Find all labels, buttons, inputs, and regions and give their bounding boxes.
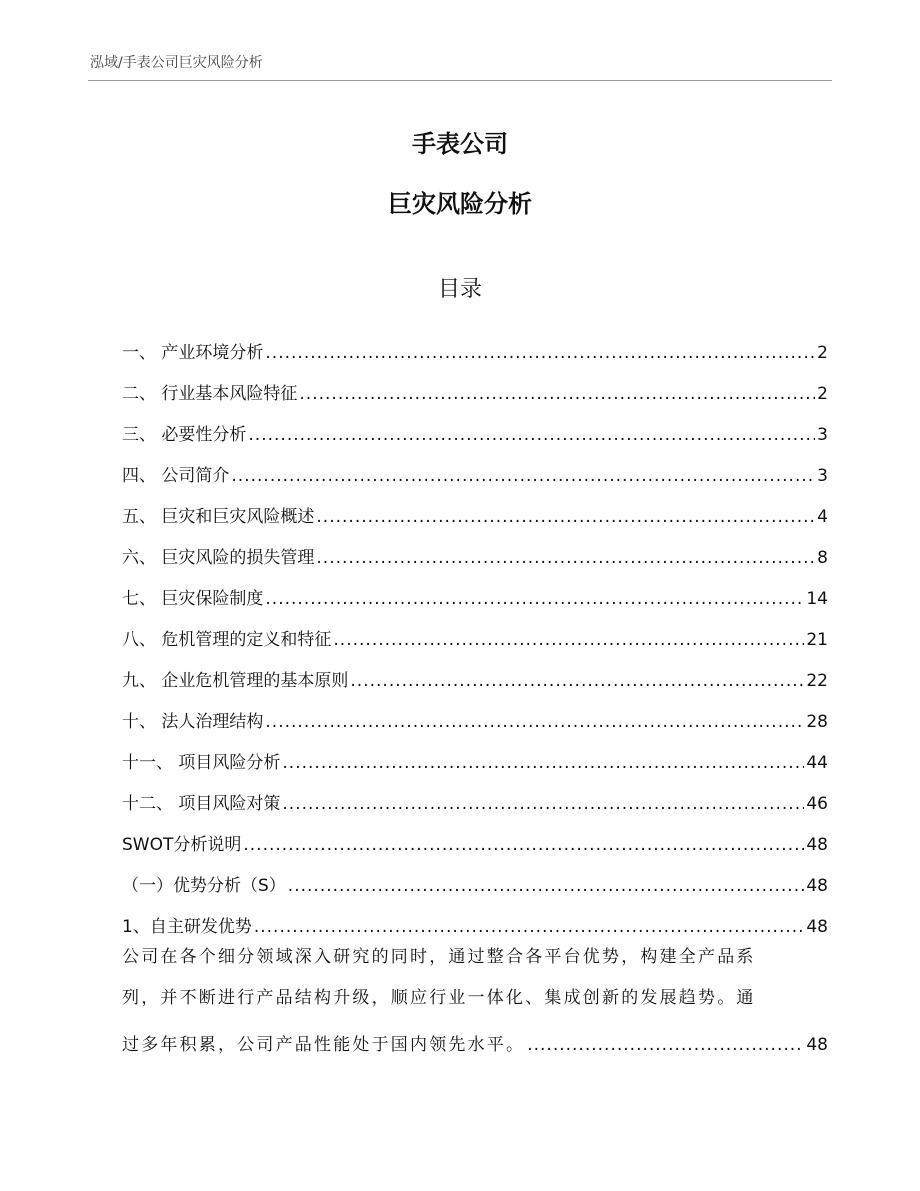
toc-leader-dots [316,507,815,527]
toc-entry[interactable] [122,691,828,732]
toc-entry-label: （一）优势分析（S） [122,876,286,896]
table-of-contents [122,322,828,1055]
toc-entry[interactable] [122,404,828,445]
toc-entry-label: 五、 巨灾和巨灾风险概述 [122,507,315,527]
paragraph-line: 列，并不断进行产品结构升级，顺应行业一体化、集成创新的发展趋势。通 [122,988,756,1008]
toc-entry[interactable] [122,650,828,691]
toc-entry[interactable] [122,1019,828,1055]
toc-entry[interactable] [122,527,828,568]
toc-entry-page: 3 [817,425,828,445]
toc-leader-dots [288,876,805,896]
toc-entry-label: SWOT分析说明 [122,835,242,855]
toc-leader-dots [265,343,815,363]
toc-leader-dots [265,712,804,732]
paragraph-line: 公司在各个细分领域深入研究的同时，通过整合各平台优势，构建全产品系 [122,947,756,967]
toc-entry-page: 48 [806,917,828,937]
toc-leader-dots [265,589,804,609]
toc-entry-page: 8 [817,548,828,568]
toc-entry-label: 三、 必要性分析 [122,425,247,445]
toc-leader-dots [243,835,804,855]
running-header: 泓域/手表公司巨灾风险分析 [90,55,263,71]
toc-entry-label: 一、 产业环境分析 [122,343,264,363]
toc-entry-page: 48 [806,835,828,855]
toc-entry-label: 八、 危机管理的定义和特征 [122,630,332,650]
toc-entry-page: 48 [806,876,828,896]
toc-entry-label: 1、自主研发优势 [122,917,252,937]
toc-entry-label: 四、 公司简介 [122,466,230,486]
toc-entry-label: 九、 企业危机管理的基本原则 [122,671,349,691]
toc-leader-dots [231,466,815,486]
toc-entry[interactable] [122,855,828,896]
toc-entry-page: 3 [817,466,828,486]
toc-leader-dots [282,794,804,814]
toc-entry-page: 2 [817,384,828,404]
toc-entry-page: 21 [806,630,828,650]
toc-entry-label: 十一、 项目风险分析 [122,753,281,773]
toc-entry[interactable] [122,322,828,363]
toc-entry-page: 22 [806,671,828,691]
toc-leader-dots [350,671,804,691]
toc-entry-label: 十、 法人治理结构 [122,712,264,732]
toc-leader-dots [248,425,815,445]
doc-subtitle: 巨灾风险分析 [388,190,532,218]
toc-entry-label: 六、 巨灾风险的损失管理 [122,548,315,568]
toc-entry[interactable] [122,732,828,773]
toc-entry-page: 28 [806,712,828,732]
toc-entry[interactable] [122,445,828,486]
toc-heading: 目录 [437,277,482,302]
toc-entry-label: 七、 巨灾保险制度 [122,589,264,609]
toc-paragraph-entry[interactable] [122,937,828,1019]
toc-entry-label: 十二、 项目风险对策 [122,794,281,814]
toc-entry-page: 46 [806,794,828,814]
toc-leader-dots [527,1035,804,1055]
toc-entry-label: 过多年积累，公司产品性能处于国内领先水平。 [122,1035,526,1055]
toc-entry-page: 4 [817,507,828,527]
toc-leader-dots [254,917,805,937]
toc-entry[interactable] [122,568,828,609]
toc-entry[interactable] [122,896,828,937]
toc-leader-dots [299,384,815,404]
toc-entry[interactable] [122,773,828,814]
toc-entry[interactable] [122,486,828,527]
doc-title: 手表公司 [412,130,508,158]
toc-leader-dots [282,753,804,773]
header-divider [88,80,832,81]
toc-entry[interactable] [122,814,828,855]
toc-entry[interactable] [122,363,828,404]
toc-entry-label: 二、 行业基本风险特征 [122,384,298,404]
toc-leader-dots [316,548,815,568]
toc-entry-page: 2 [817,343,828,363]
toc-leader-dots [333,630,804,650]
toc-entry-page: 44 [806,753,828,773]
toc-entry-page: 48 [806,1035,828,1055]
toc-entry-page: 14 [806,589,828,609]
toc-entry[interactable] [122,609,828,650]
